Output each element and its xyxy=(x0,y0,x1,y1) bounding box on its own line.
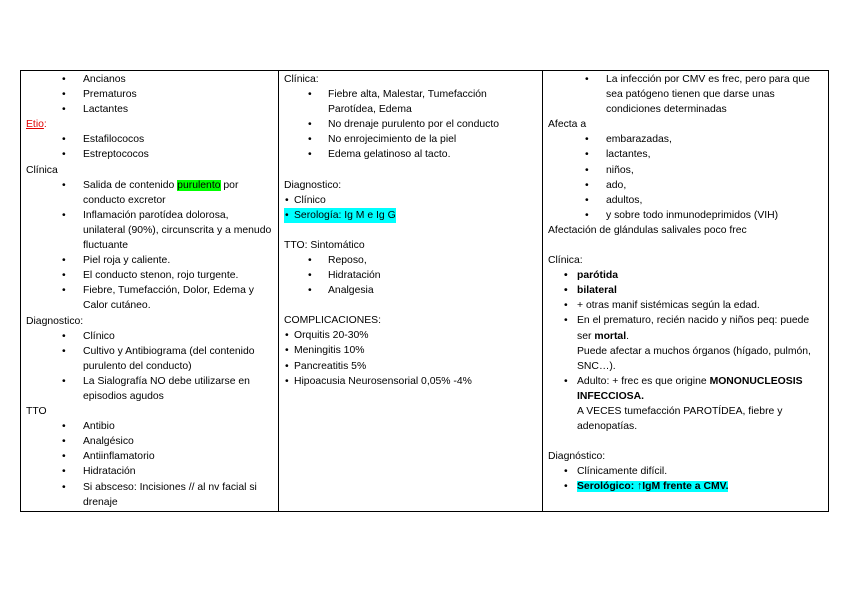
list-item: • Estafilococos xyxy=(26,132,273,147)
list-item: • embarazadas, xyxy=(548,132,823,147)
list-item: • adultos, xyxy=(548,193,823,208)
serologia-list xyxy=(284,208,396,223)
table-row xyxy=(21,71,829,512)
list-item: • Ancianos xyxy=(26,72,273,87)
list-item: • parótida xyxy=(548,268,823,283)
column-bacterial-parotitis xyxy=(21,71,279,512)
spacer xyxy=(548,238,823,253)
highlighted-text: purulento xyxy=(177,179,221,191)
diagnostico-list xyxy=(284,193,537,208)
list-item: • Prematuros xyxy=(26,87,273,102)
list-item: • No enrojecimiento de la piel xyxy=(284,132,537,147)
list-item: • Analgésico xyxy=(26,434,273,449)
diagnostico-heading: Diagnóstico: xyxy=(548,451,606,463)
list-item: • Inflamación parotídea dolorosa, unilateral (90%), circunscrita y a menudo fluctuante xyxy=(26,208,273,253)
list-item: • Antiinflamatorio xyxy=(26,449,273,464)
list-item: • Hipoacusia Neurosensorial 0,05% -4% xyxy=(284,374,537,389)
list-item: • El conducto stenon, rojo turgente. xyxy=(26,268,273,283)
arrow-up-icon: ↑ xyxy=(637,481,643,493)
list-item: • Clínico xyxy=(26,329,273,344)
afectacion-text: Afectación de glándulas salivales poco frec xyxy=(548,224,747,236)
list-item: • Antibio xyxy=(26,419,273,434)
clinica-list xyxy=(548,268,823,434)
list-item: • Hidratación xyxy=(26,464,273,479)
intro-list xyxy=(548,72,823,117)
list-item: • Salida de contenido purulento por conducto excretor xyxy=(26,178,273,208)
list-item: • Pancreatitis 5% xyxy=(284,359,537,374)
diagnostico-list xyxy=(548,464,823,494)
list-item: • ado, xyxy=(548,178,823,193)
list-item xyxy=(548,479,823,494)
notes-table xyxy=(20,70,829,512)
diagnostico-heading: Diagnostico: xyxy=(26,315,84,327)
list-item: • Lactantes xyxy=(26,102,273,117)
column-cmv xyxy=(543,71,829,512)
list-item: • + otras manif sistémicas según la edad. xyxy=(548,298,823,313)
afecta-heading: Afecta a xyxy=(548,119,587,131)
tto-heading: TTO xyxy=(26,406,47,418)
list-item: • Fiebre alta, Malestar, Tumefacción Parotídea, Edema xyxy=(284,87,537,117)
tto-list xyxy=(26,419,273,510)
list-item: • Cultivo y Antibiograma (del contenido purulento del conducto) xyxy=(26,344,273,374)
afecta-list xyxy=(548,132,823,223)
list-item: • niños, xyxy=(548,163,823,178)
spacer xyxy=(284,223,537,238)
list-item: • Adulto: + frec es que origine MONONUCLEOSIS INFECCIOSA. A VECES tumefacción PAROTÍDEA, fiebre y adenopatías. xyxy=(548,374,823,434)
clinica-heading: Clínica: xyxy=(548,255,583,267)
serologico-highlight: Serológico: ↑IgM frente a CMV. xyxy=(577,481,729,493)
tto-list xyxy=(284,253,537,298)
list-item: • Clínicamente difícil. xyxy=(548,464,823,479)
list-item: • Piel roja y caliente. xyxy=(26,253,273,268)
list-item: • La infección por CMV es frec, pero para que sea patógeno tienen que darse unas condiciones determinadas xyxy=(548,72,823,117)
list-item: • Edema gelatinoso al tacto. xyxy=(284,147,537,162)
list-item: • Meningitis 10% xyxy=(284,343,537,358)
tto-heading: TTO: Sintomático xyxy=(284,239,365,251)
complicaciones-list xyxy=(284,328,537,388)
clinica-heading: Clínica xyxy=(26,164,58,176)
complicaciones-heading: COMPLICACIONES: xyxy=(284,315,381,327)
list-item: • lactantes, xyxy=(548,147,823,162)
list-item: • Clínico xyxy=(284,193,537,208)
list-item: • Estreptococos xyxy=(26,147,273,162)
risk-group-list xyxy=(26,72,273,117)
serologia-highlight xyxy=(284,208,396,223)
list-item: • bilateral xyxy=(548,283,823,298)
spacer xyxy=(284,163,537,178)
diagnostico-list xyxy=(26,329,273,404)
list-item: • Reposo, xyxy=(284,253,537,268)
column-mumps xyxy=(279,71,543,512)
clinica-list xyxy=(284,87,537,162)
list-item: • Si absceso: Incisiones // al nv facial si drenaje xyxy=(26,480,273,510)
clinica-heading: Clínica: xyxy=(284,74,319,85)
list-item: • En el prematuro, recién nacido y niños peq: puede ser mortal. Puede afectar a muchos órganos (hígado, pulmón, SNC…). xyxy=(548,313,823,373)
clinica-list xyxy=(26,178,273,314)
list-item: • y sobre todo inmunodeprimidos (VIH) xyxy=(548,208,823,223)
spacer xyxy=(284,298,537,313)
list-item: • Orquitis 20-30% xyxy=(284,328,537,343)
list-item: • No drenaje purulento por el conducto xyxy=(284,117,537,132)
list-item: • Serología: Ig M e Ig G xyxy=(284,208,396,223)
etio-list xyxy=(26,132,273,162)
list-item: • Analgesia xyxy=(284,283,537,298)
list-item: • La Sialografía NO debe utilizarse en episodios agudos xyxy=(26,374,273,404)
list-item: • Fiebre, Tumefacción, Dolor, Edema y Calor cutáneo. xyxy=(26,283,273,313)
list-item: • Hidratación xyxy=(284,268,537,283)
spacer xyxy=(548,434,823,449)
diagnostico-heading: Diagnostico: xyxy=(284,179,342,191)
etio-heading: Etio: xyxy=(26,119,47,131)
